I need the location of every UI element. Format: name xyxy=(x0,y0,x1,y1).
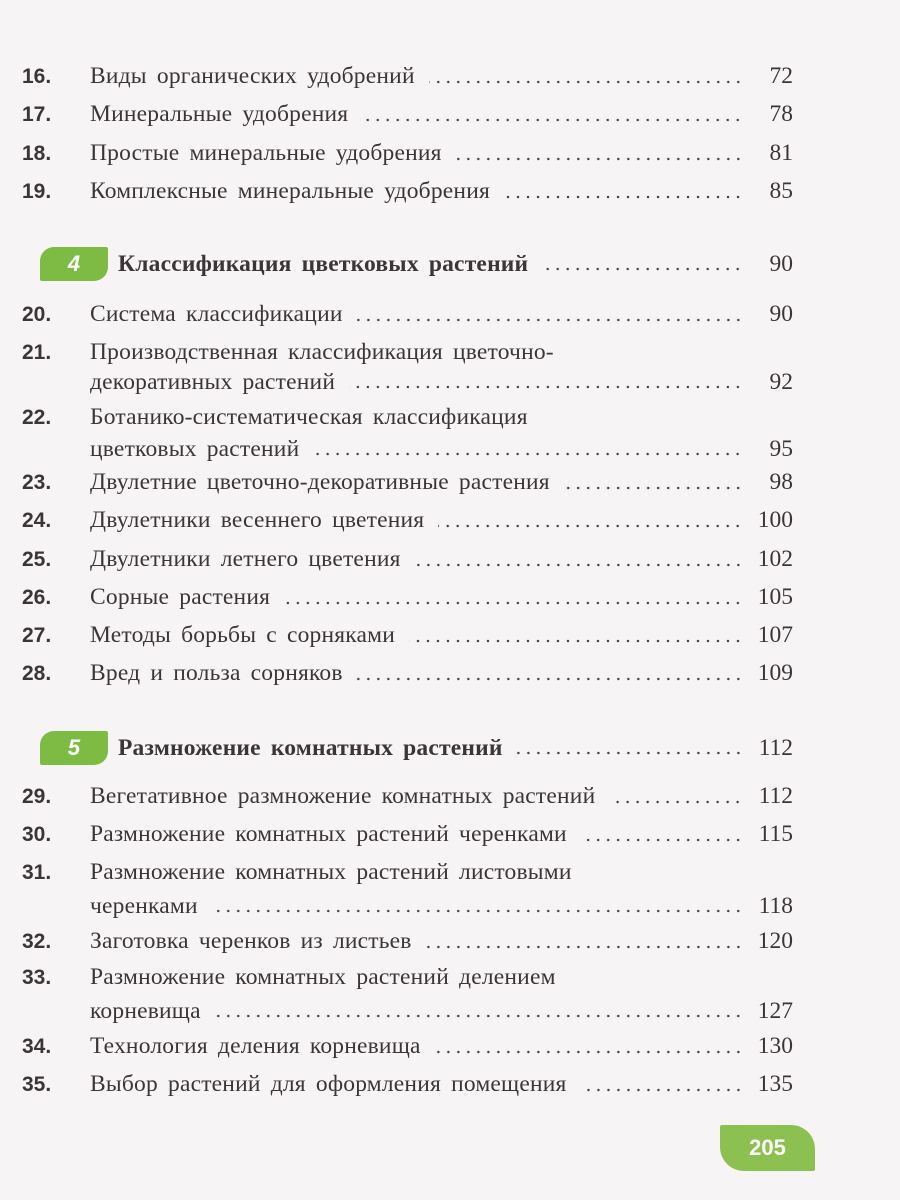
entry-number: 29. xyxy=(22,785,52,808)
toc-entry xyxy=(22,177,793,206)
entry-title: Виды органических удобрений xyxy=(90,63,415,89)
entry-page-number: 112 xyxy=(758,735,793,761)
toc-entry xyxy=(22,468,793,497)
entry-title: Классификация цветковых растений xyxy=(118,251,529,277)
entry-page-number: 95 xyxy=(769,436,793,462)
entry-page-number: 120 xyxy=(757,928,793,954)
entry-number: 18. xyxy=(22,142,52,165)
toc-entry xyxy=(22,621,793,650)
entry-number: 21. xyxy=(22,341,52,364)
entry-page-number: 115 xyxy=(758,821,793,847)
entry-title: Размножение комнатных растений делением xyxy=(90,964,556,990)
entry-title: Производственная классификация цветочно- xyxy=(90,339,554,365)
entry-title: Выбор растений для оформления помещения xyxy=(90,1071,567,1097)
toc-entry xyxy=(22,1032,793,1061)
toc-entry xyxy=(22,659,793,688)
entry-page-number: 92 xyxy=(769,369,793,395)
chapter-number-badge: 5 xyxy=(40,731,108,765)
entry-line xyxy=(22,927,793,956)
dot-leader xyxy=(609,800,743,804)
toc-entry xyxy=(22,545,793,574)
toc-entry xyxy=(22,403,793,463)
dot-leader xyxy=(504,195,743,199)
entry-title: Простые минеральные удобрения xyxy=(90,140,442,166)
dot-leader xyxy=(415,563,743,567)
entry-page-number: 100 xyxy=(757,507,793,533)
entry-line xyxy=(22,583,793,612)
dot-leader xyxy=(564,486,743,490)
entry-title: Вегетативное размножение комнатных растений xyxy=(90,783,596,809)
entry-title: декоративных растений xyxy=(90,369,336,395)
entry-number: 34. xyxy=(22,1035,52,1058)
entry-title: цветковых растений xyxy=(90,436,300,462)
entry-line xyxy=(22,782,793,811)
entry-number: 26. xyxy=(22,586,52,609)
page-number: 205 xyxy=(749,1135,786,1160)
entry-line xyxy=(22,858,793,887)
entry-line xyxy=(22,338,793,367)
entry-page-number: 109 xyxy=(757,660,793,686)
toc-entry xyxy=(22,62,793,91)
entry-title: черенками xyxy=(90,893,198,919)
entry-page-number: 81 xyxy=(769,140,793,166)
chapter-heading xyxy=(90,734,793,762)
entry-line xyxy=(90,734,793,762)
entry-line xyxy=(22,435,793,463)
entry-line xyxy=(22,368,793,396)
entry-number: 23. xyxy=(22,471,52,494)
dot-leader xyxy=(456,157,743,161)
entry-number: 33. xyxy=(22,966,52,989)
entry-line xyxy=(22,963,793,992)
entry-line xyxy=(22,139,793,168)
entry-number: 25. xyxy=(22,548,52,571)
entry-line xyxy=(22,403,793,432)
entry-title: Заготовка черенков из листьев xyxy=(90,928,412,954)
entry-number: 17. xyxy=(22,103,52,126)
dot-leader xyxy=(438,524,743,528)
entry-line xyxy=(22,545,793,574)
entry-page-number: 127 xyxy=(757,998,793,1024)
entry-page-number: 85 xyxy=(769,178,793,204)
entry-title: Технология деления корневища xyxy=(90,1033,421,1059)
dot-leader xyxy=(357,677,743,681)
entry-title: Двулетники весеннего цветения xyxy=(90,507,425,533)
entry-page-number: 130 xyxy=(757,1033,793,1059)
toc-entry xyxy=(22,300,793,329)
dot-leader xyxy=(426,945,743,949)
dot-leader xyxy=(349,385,743,389)
entry-number: 19. xyxy=(22,180,52,203)
toc-entry xyxy=(22,139,793,168)
entry-title: Вред и польза сорняков xyxy=(90,660,343,686)
entry-line xyxy=(22,506,793,535)
entry-line xyxy=(22,468,793,497)
entry-title: Комплексные минеральные удобрения xyxy=(90,178,490,204)
entry-page-number: 105 xyxy=(757,584,793,610)
entry-line xyxy=(22,820,793,849)
dot-leader xyxy=(284,601,743,605)
entry-title: Ботанико-систематическая классификация xyxy=(90,404,528,430)
entry-title: Методы борьбы с сорняками xyxy=(90,622,396,648)
dot-leader xyxy=(429,80,743,84)
dot-leader xyxy=(581,838,743,842)
dot-leader xyxy=(409,639,743,643)
entry-title: корневища xyxy=(90,998,201,1024)
toc-entry xyxy=(22,782,793,811)
entry-page-number: 112 xyxy=(758,783,793,809)
entry-title: Размножение комнатных растений xyxy=(118,735,503,761)
entry-page-number: 98 xyxy=(769,469,793,495)
entry-page-number: 135 xyxy=(757,1071,793,1097)
entry-page-number: 72 xyxy=(769,63,793,89)
entry-number: 30. xyxy=(22,823,52,846)
toc-entry xyxy=(22,927,793,956)
entry-title: Двулетники летнего цветения xyxy=(90,546,401,572)
chapter-heading xyxy=(90,250,793,278)
entry-number: 27. xyxy=(22,624,52,647)
entry-title: Двулетние цветочно-декоративные растения xyxy=(90,469,550,495)
entry-page-number: 118 xyxy=(758,893,793,919)
entry-title: Размножение комнатных растений черенками xyxy=(90,821,567,847)
dot-leader xyxy=(517,751,743,755)
toc-entry xyxy=(22,100,793,129)
entry-line xyxy=(22,621,793,650)
dot-leader xyxy=(542,267,743,271)
entry-page-number: 90 xyxy=(769,301,793,327)
entry-number: 22. xyxy=(22,406,52,429)
entry-line xyxy=(22,100,793,129)
toc-entry xyxy=(22,963,793,1025)
entry-number: 31. xyxy=(22,861,52,884)
entry-line xyxy=(22,892,793,920)
entry-title: Система классификации xyxy=(90,301,343,327)
dot-leader xyxy=(435,1050,743,1054)
entry-page-number: 78 xyxy=(769,101,793,127)
entry-number: 32. xyxy=(22,930,52,953)
entry-line xyxy=(90,250,793,278)
entry-number: 20. xyxy=(22,303,52,326)
entry-page-number: 90 xyxy=(769,251,793,277)
toc-entry xyxy=(22,506,793,535)
dot-leader xyxy=(357,318,743,322)
dot-leader xyxy=(313,452,743,456)
toc-entry xyxy=(22,583,793,612)
toc-entry xyxy=(22,820,793,849)
toc-entry xyxy=(22,858,793,920)
entry-line xyxy=(22,1070,793,1099)
dot-leader xyxy=(215,1014,743,1018)
entry-line xyxy=(22,997,793,1025)
toc-entry xyxy=(22,338,793,396)
toc-entry xyxy=(22,1070,793,1099)
entry-title: Минеральные удобрения xyxy=(90,101,349,127)
dot-leader xyxy=(212,909,743,913)
entry-number: 24. xyxy=(22,509,52,532)
entry-line xyxy=(22,62,793,91)
dot-leader xyxy=(581,1088,743,1092)
entry-title: Размножение комнатных растений листовыми xyxy=(90,859,572,885)
entry-line xyxy=(22,659,793,688)
entry-page-number: 107 xyxy=(757,622,793,648)
dot-leader xyxy=(362,118,743,122)
page-number-badge xyxy=(720,1125,815,1171)
entry-line xyxy=(22,300,793,329)
entry-line xyxy=(22,1032,793,1061)
entry-line xyxy=(22,177,793,206)
entry-number: 28. xyxy=(22,662,52,685)
entry-title: Сорные растения xyxy=(90,584,271,610)
entry-number: 16. xyxy=(22,65,52,88)
entry-number: 35. xyxy=(22,1073,52,1096)
chapter-number-badge: 4 xyxy=(40,247,108,281)
entry-page-number: 102 xyxy=(757,546,793,572)
